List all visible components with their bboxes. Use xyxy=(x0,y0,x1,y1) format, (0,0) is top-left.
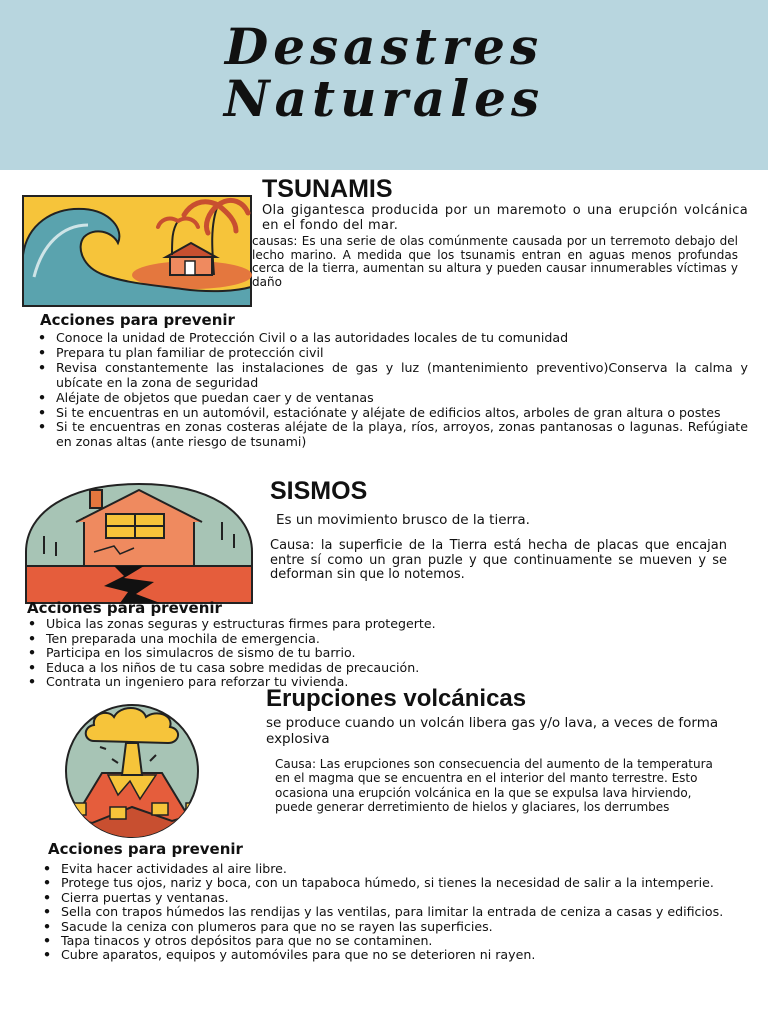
erupciones-definition: se produce cuando un volcán libera gas y/o lava, a veces de forma explosiva xyxy=(266,715,719,747)
sismos-actions-list xyxy=(18,617,718,690)
erupciones-actions-list xyxy=(33,862,731,963)
page-title-line2: Naturales xyxy=(223,69,545,128)
list-item: • Aléjate de objetos que puedan caer y de ventanas xyxy=(28,391,748,406)
sismos-cause: Causa: la superficie de la Tierra está hecha de placas que encajan entre sí como un gran puzle y que continuamente se mueven y se deforman sin que lo notemos. xyxy=(270,538,727,583)
erupciones-cause: Causa: Las erupciones son consecuencia del aumento de la temperatura en el magma que se encuentra en el interior del manto terrestre. Esto ocasiona una erupción volcánica en la que se expulsa lava hirviendo, puede generar derretimiento de hielos y glaciares, los derrumbes xyxy=(275,757,713,814)
tsunami-illustration xyxy=(22,195,252,307)
tsunami-actions-list xyxy=(28,331,748,450)
page-title-line1: Desastres xyxy=(224,17,544,76)
erupciones-title: Erupciones volcánicas xyxy=(266,685,527,712)
sismos-definition: Es un movimiento brusco de la tierra. xyxy=(276,512,530,528)
list-item: • Evita hacer actividades al aire libre. xyxy=(33,862,731,876)
erupciones-actions-title: Acciones para prevenir xyxy=(48,840,243,858)
tsunami-definition: Ola gigantesca producida por un maremoto o una erupción volcánica en el fondo del mar. xyxy=(262,203,748,233)
sismos-title: SISMOS xyxy=(270,477,368,505)
list-item: • Si te encuentras en un automóvil, estaciónate y aléjate de edificios altos, arboles de gran altura o postes xyxy=(28,406,748,421)
list-item: • Sacude la ceniza con plumeros para que no se rayen las superficies. xyxy=(33,920,731,934)
list-item: • Cierra puertas y ventanas. xyxy=(33,891,731,905)
list-item: • Si te encuentras en zonas costeras aléjate de la playa, ríos, arroyos, zonas pantanosas o lagunas. Refúgiate en zonas altas (ante riesgo de tsunami) xyxy=(28,420,748,450)
list-item: • Prepara tu plan familiar de protección civil xyxy=(28,346,748,361)
list-item: • Educa a los niños de tu casa sobre medidas de precaución. xyxy=(18,661,718,676)
earthquake-illustration xyxy=(24,482,254,604)
list-item: • Participa en los simulacros de sismo de tu barrio. xyxy=(18,646,718,661)
list-item: • Cubre aparatos, equipos y automóviles para que no se deterioren ni rayen. xyxy=(33,948,731,962)
list-item: • Ubica las zonas seguras y estructuras firmes para protegerte. xyxy=(18,617,718,632)
list-item: • Conoce la unidad de Protección Civil o a las autoridades locales de tu comunidad xyxy=(28,331,748,346)
tsunami-actions-title: Acciones para prevenir xyxy=(40,311,235,329)
tsunami-cause: causas: Es una serie de olas comúnmente causada por un terremoto debajo del lecho marino. A medida que los tsunamis entran en aguas menos profundas cerca de la tierra, aumentan su altura y pueden causar innumerables víctimas y daño xyxy=(252,234,738,289)
list-item: • Protege tus ojos, nariz y boca, con un tapaboca húmedo, si tienes la necesidad de salir a la intemperie. xyxy=(33,876,731,890)
list-item: • Sella con trapos húmedos las rendijas y las ventilas, para limitar la entrada de ceniza a casas y edificios. xyxy=(33,905,731,919)
list-item: • Ten preparada una mochila de emergencia. xyxy=(18,632,718,647)
list-item: • Tapa tinacos y otros depósitos para que no se contaminen. xyxy=(33,934,731,948)
list-item: • Contrata un ingeniero para reforzar tu vivienda. xyxy=(18,675,718,690)
volcano-illustration xyxy=(22,703,242,839)
sismos-actions-title: Acciones para prevenir xyxy=(27,599,222,617)
list-item: • Revisa constantemente las instalaciones de gas y luz (mantenimiento preventivo)Conserva la calma y ubícate en la zona de seguridad xyxy=(28,361,748,391)
tsunami-title: TSUNAMIS xyxy=(262,175,393,203)
